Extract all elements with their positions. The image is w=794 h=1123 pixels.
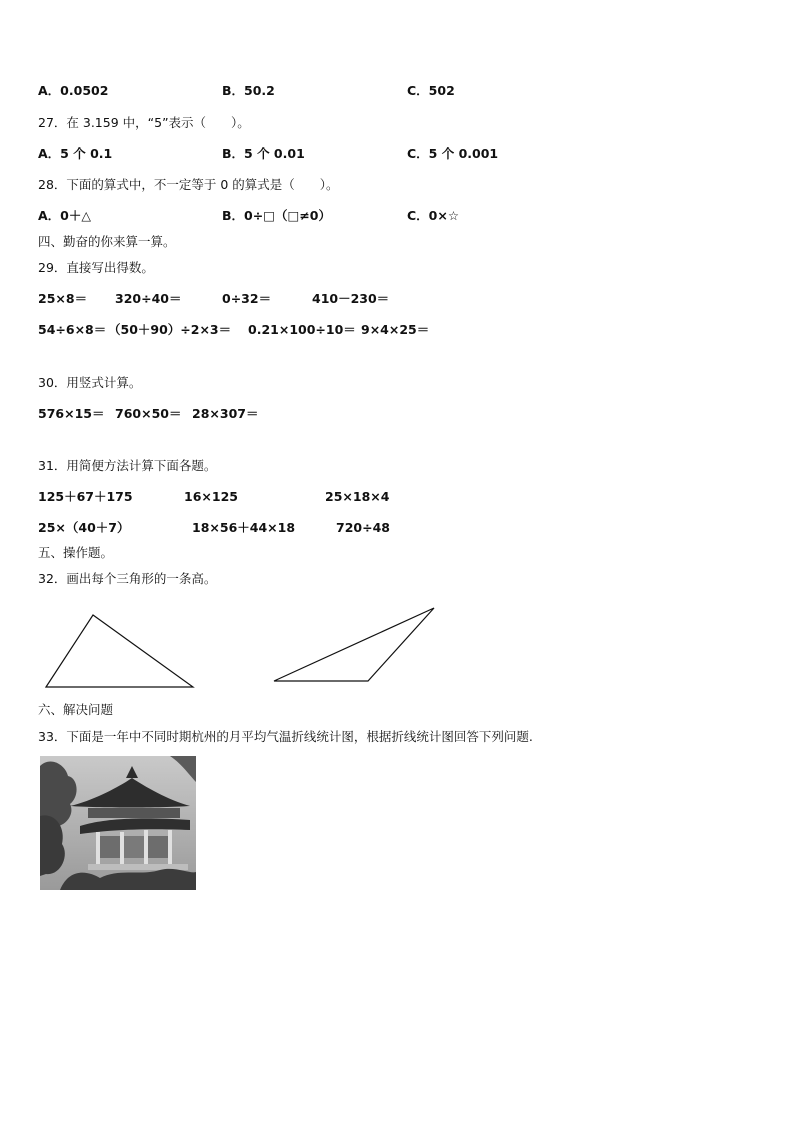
q29-prompt: 29．直接写出得数。 (38, 260, 154, 275)
pavilion-photo (40, 756, 196, 890)
q32-prompt: 32．画出每个三角形的一条高。 (38, 571, 217, 586)
q29-item: 0÷32＝ (222, 291, 272, 306)
q26-option-a: A．0.0502 (38, 83, 109, 98)
q30-prompt: 30．用竖式计算。 (38, 375, 142, 390)
q29-item: （50＋90）÷2×3＝ (108, 322, 232, 337)
q31-item: 16×125 (184, 489, 238, 504)
section-5-title: 五、操作题。 (38, 545, 114, 560)
q31-prompt: 31．用简便方法计算下面各题。 (38, 458, 217, 473)
q27-option-c: C．5 个 0.001 (407, 146, 499, 161)
triangle-figure-2 (268, 602, 440, 686)
q31-item: 25×（40＋7） (38, 520, 130, 535)
q28-prompt: 28．下面的算式中，不一定等于 0 的算式是（ ）。 (38, 177, 339, 192)
q29-item: 54÷6×8＝ (38, 322, 107, 337)
q29-item: 25×8＝ (38, 291, 88, 306)
q27-option-a: A．5 个 0.1 (38, 146, 113, 161)
q30-item: 28×307＝ (192, 406, 259, 421)
q28-option-a: A．0＋△ (38, 208, 91, 223)
q29-item: 0.21×100÷10＝ (248, 322, 356, 337)
q28-option-b: B．0÷□（□≠0） (222, 208, 331, 223)
q33-prompt: 33．下面是一年中不同时期杭州的月平均气温折线统计图，根据折线统计图回答下列问题. (38, 729, 533, 744)
section-4-title: 四、勤奋的你来算一算。 (38, 234, 176, 249)
q26-option-b: B．50.2 (222, 83, 275, 98)
q30-item: 576×15＝ (38, 406, 105, 421)
q29-item: 410－230＝ (312, 291, 390, 306)
q31-item: 720÷48 (336, 520, 390, 535)
q26-option-c: C．502 (407, 83, 455, 98)
q29-item: 9×4×25＝ (361, 322, 430, 337)
q31-item: 125＋67＋175 (38, 489, 133, 504)
section-6-title: 六、解决问题 (38, 702, 114, 717)
triangle-figure-1 (40, 610, 200, 694)
q31-item: 25×18×4 (325, 489, 390, 504)
q31-item: 18×56＋44×18 (192, 520, 296, 535)
q27-prompt: 27．在 3.159 中，“5”表示（ ）。 (38, 115, 250, 130)
q29-item: 320÷40＝ (115, 291, 182, 306)
q27-option-b: B．5 个 0.01 (222, 146, 305, 161)
q30-item: 760×50＝ (115, 406, 182, 421)
q28-option-c: C．0×☆ (407, 208, 460, 223)
